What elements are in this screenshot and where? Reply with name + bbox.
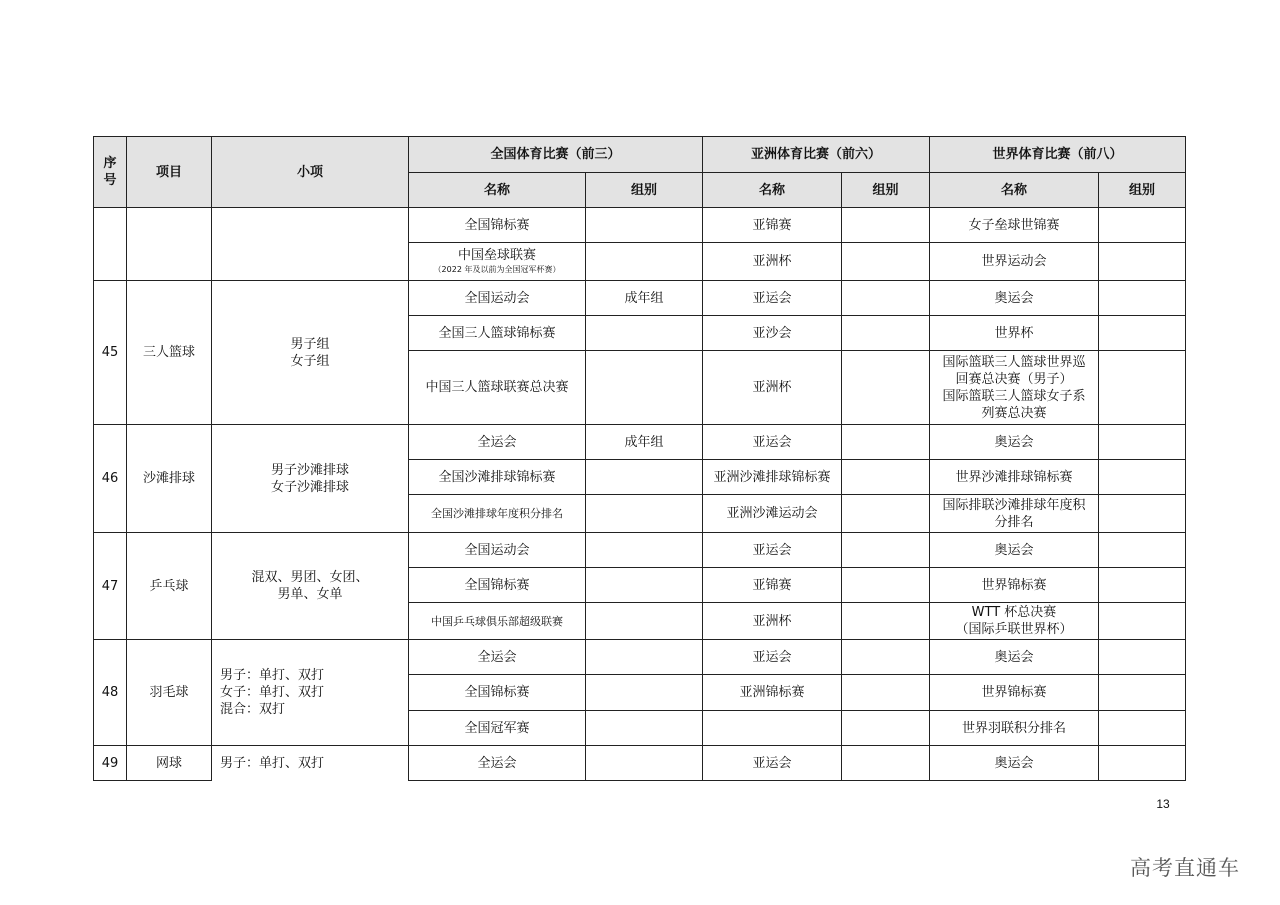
table-cell (1098, 459, 1186, 495)
sub-events: 混双、男团、女团、 男单、女单 (211, 532, 409, 640)
table-cell: 奥运会 (929, 532, 1099, 568)
table-cell (841, 532, 930, 568)
table-cell: 亚锦赛 (702, 207, 842, 243)
header-sub: 小项 (211, 136, 409, 208)
table-cell (585, 207, 703, 243)
row-number: 45 (93, 280, 127, 425)
table-cell (1098, 745, 1186, 781)
table-cell (585, 242, 703, 281)
table-cell (841, 315, 930, 351)
sub-events: 男子：单打、双打 (211, 745, 409, 781)
header-national-name: 名称 (408, 172, 586, 208)
table-cell (841, 350, 930, 425)
table-cell: 世界锦标赛 (929, 567, 1099, 603)
table-cell (841, 494, 930, 533)
table-cell (841, 710, 930, 746)
table-cell: 全国沙滩排球年度积分排名 (408, 494, 586, 533)
sport-name: 羽毛球 (126, 639, 212, 746)
table-cell: 亚运会 (702, 639, 842, 675)
table-cell: 国际排联沙滩排球年度积 分排名 (929, 494, 1099, 533)
table-cell: 世界杯 (929, 315, 1099, 351)
sub-events: 男子沙滩排球 女子沙滩排球 (211, 424, 409, 533)
header-world-name: 名称 (929, 172, 1099, 208)
table-cell: 亚洲杯 (702, 350, 842, 425)
table-cell (841, 639, 930, 675)
cont-item-cell (126, 207, 212, 281)
table-cell (585, 350, 703, 425)
sub-events: 男子：单打、双打 女子：单打、双打 混合：双打 (211, 639, 409, 746)
sport-name: 乒乓球 (126, 532, 212, 640)
competition-note: （2022 年及以前为全国冠军杯赛） (433, 265, 561, 274)
table-cell: 全运会 (408, 639, 586, 675)
table-cell: 亚洲杯 (702, 242, 842, 281)
table-cell (1098, 710, 1186, 746)
table-cell (1098, 639, 1186, 675)
header-world-group: 组别 (1098, 172, 1186, 208)
table-cell (841, 424, 930, 460)
table-cell (585, 674, 703, 711)
table-cell (585, 567, 703, 603)
cont-sub-cell (211, 207, 409, 281)
table-cell (585, 639, 703, 675)
table-cell: 世界羽联积分排名 (929, 710, 1099, 746)
table-cell: 奥运会 (929, 745, 1099, 781)
table-cell (1098, 207, 1186, 243)
table-cell: 全国锦标赛 (408, 567, 586, 603)
cont-seq-cell (93, 207, 127, 281)
table-cell: WTT 杯总决赛 （国际乒联世界杯） (929, 602, 1099, 640)
table-cell: 亚运会 (702, 280, 842, 316)
sport-name: 三人篮球 (126, 280, 212, 425)
table-cell (585, 459, 703, 495)
table-cell (841, 674, 930, 711)
table-cell: 亚运会 (702, 745, 842, 781)
header-seq: 序 号 (93, 136, 127, 208)
row-number: 49 (93, 745, 127, 781)
sport-name: 网球 (126, 745, 212, 781)
header-asia-name: 名称 (702, 172, 842, 208)
table-cell: 全运会 (408, 745, 586, 781)
table-cell: 全国运动会 (408, 532, 586, 568)
table-cell (585, 745, 703, 781)
table-cell: 奥运会 (929, 639, 1099, 675)
page-number: 13 (1156, 797, 1170, 811)
table-cell: 中国三人篮球联赛总决赛 (408, 350, 586, 425)
table-cell: 女子垒球世锦赛 (929, 207, 1099, 243)
table-cell: 亚运会 (702, 532, 842, 568)
table-cell: 亚洲沙滩排球锦标赛 (702, 459, 842, 495)
header-national: 全国体育比赛（前三） (408, 136, 703, 173)
table-cell (1098, 424, 1186, 460)
table-cell: 成年组 (585, 280, 703, 316)
table-cell: 世界沙滩排球锦标赛 (929, 459, 1099, 495)
table-cell: 全国锦标赛 (408, 674, 586, 711)
table-cell (841, 207, 930, 243)
table-cell: 全国运动会 (408, 280, 586, 316)
table-cell (841, 745, 930, 781)
header-asia: 亚洲体育比赛（前六） (702, 136, 930, 173)
table-cell: 亚洲沙滩运动会 (702, 494, 842, 533)
table-cell (841, 242, 930, 281)
table-cell: 全国三人篮球锦标赛 (408, 315, 586, 351)
header-world: 世界体育比赛（前八） (929, 136, 1186, 173)
table-cell (1098, 494, 1186, 533)
table-cell (702, 710, 842, 746)
header-asia-group: 组别 (841, 172, 930, 208)
row-number: 48 (93, 639, 127, 746)
table-cell: 国际篮联三人篮球世界巡 回赛总决赛（男子） 国际篮联三人篮球女子系 列赛总决赛 (929, 350, 1099, 425)
table-cell: 亚洲杯 (702, 602, 842, 640)
row-number: 47 (93, 532, 127, 640)
table-cell (1098, 242, 1186, 281)
table-cell (585, 315, 703, 351)
table-cell: 亚沙会 (702, 315, 842, 351)
table-cell (841, 602, 930, 640)
table-cell: 全国沙滩排球锦标赛 (408, 459, 586, 495)
table-cell: 全国冠军赛 (408, 710, 586, 746)
table-cell: 亚洲锦标赛 (702, 674, 842, 711)
table-cell (585, 532, 703, 568)
watermark: 高考直通车 (1130, 856, 1240, 880)
table-cell (1098, 350, 1186, 425)
table-cell (585, 602, 703, 640)
table-cell: 全运会 (408, 424, 586, 460)
sub-events: 男子组 女子组 (211, 280, 409, 425)
table-cell: 奥运会 (929, 280, 1099, 316)
header-item: 项目 (126, 136, 212, 208)
table-cell (1098, 602, 1186, 640)
table-cell: 亚运会 (702, 424, 842, 460)
table-cell (1098, 280, 1186, 316)
table-cell: 全国锦标赛 (408, 207, 586, 243)
table-cell: 成年组 (585, 424, 703, 460)
table-cell: 亚锦赛 (702, 567, 842, 603)
table-cell (1098, 567, 1186, 603)
table-cell (1098, 532, 1186, 568)
header-national-group: 组别 (585, 172, 703, 208)
table-cell (408, 242, 586, 281)
competition-name: 中国垒球联赛 (457, 248, 536, 263)
table-cell: 中国乒乓球俱乐部超级联赛 (408, 602, 586, 640)
table-cell (841, 280, 930, 316)
table-cell (841, 567, 930, 603)
table-cell (1098, 674, 1186, 711)
table-cell (841, 459, 930, 495)
table-cell: 世界锦标赛 (929, 674, 1099, 711)
table-cell (585, 710, 703, 746)
table-cell (1098, 315, 1186, 351)
table-cell: 世界运动会 (929, 242, 1099, 281)
sport-name: 沙滩排球 (126, 424, 212, 533)
row-number: 46 (93, 424, 127, 533)
table-cell: 奥运会 (929, 424, 1099, 460)
table-cell (585, 494, 703, 533)
